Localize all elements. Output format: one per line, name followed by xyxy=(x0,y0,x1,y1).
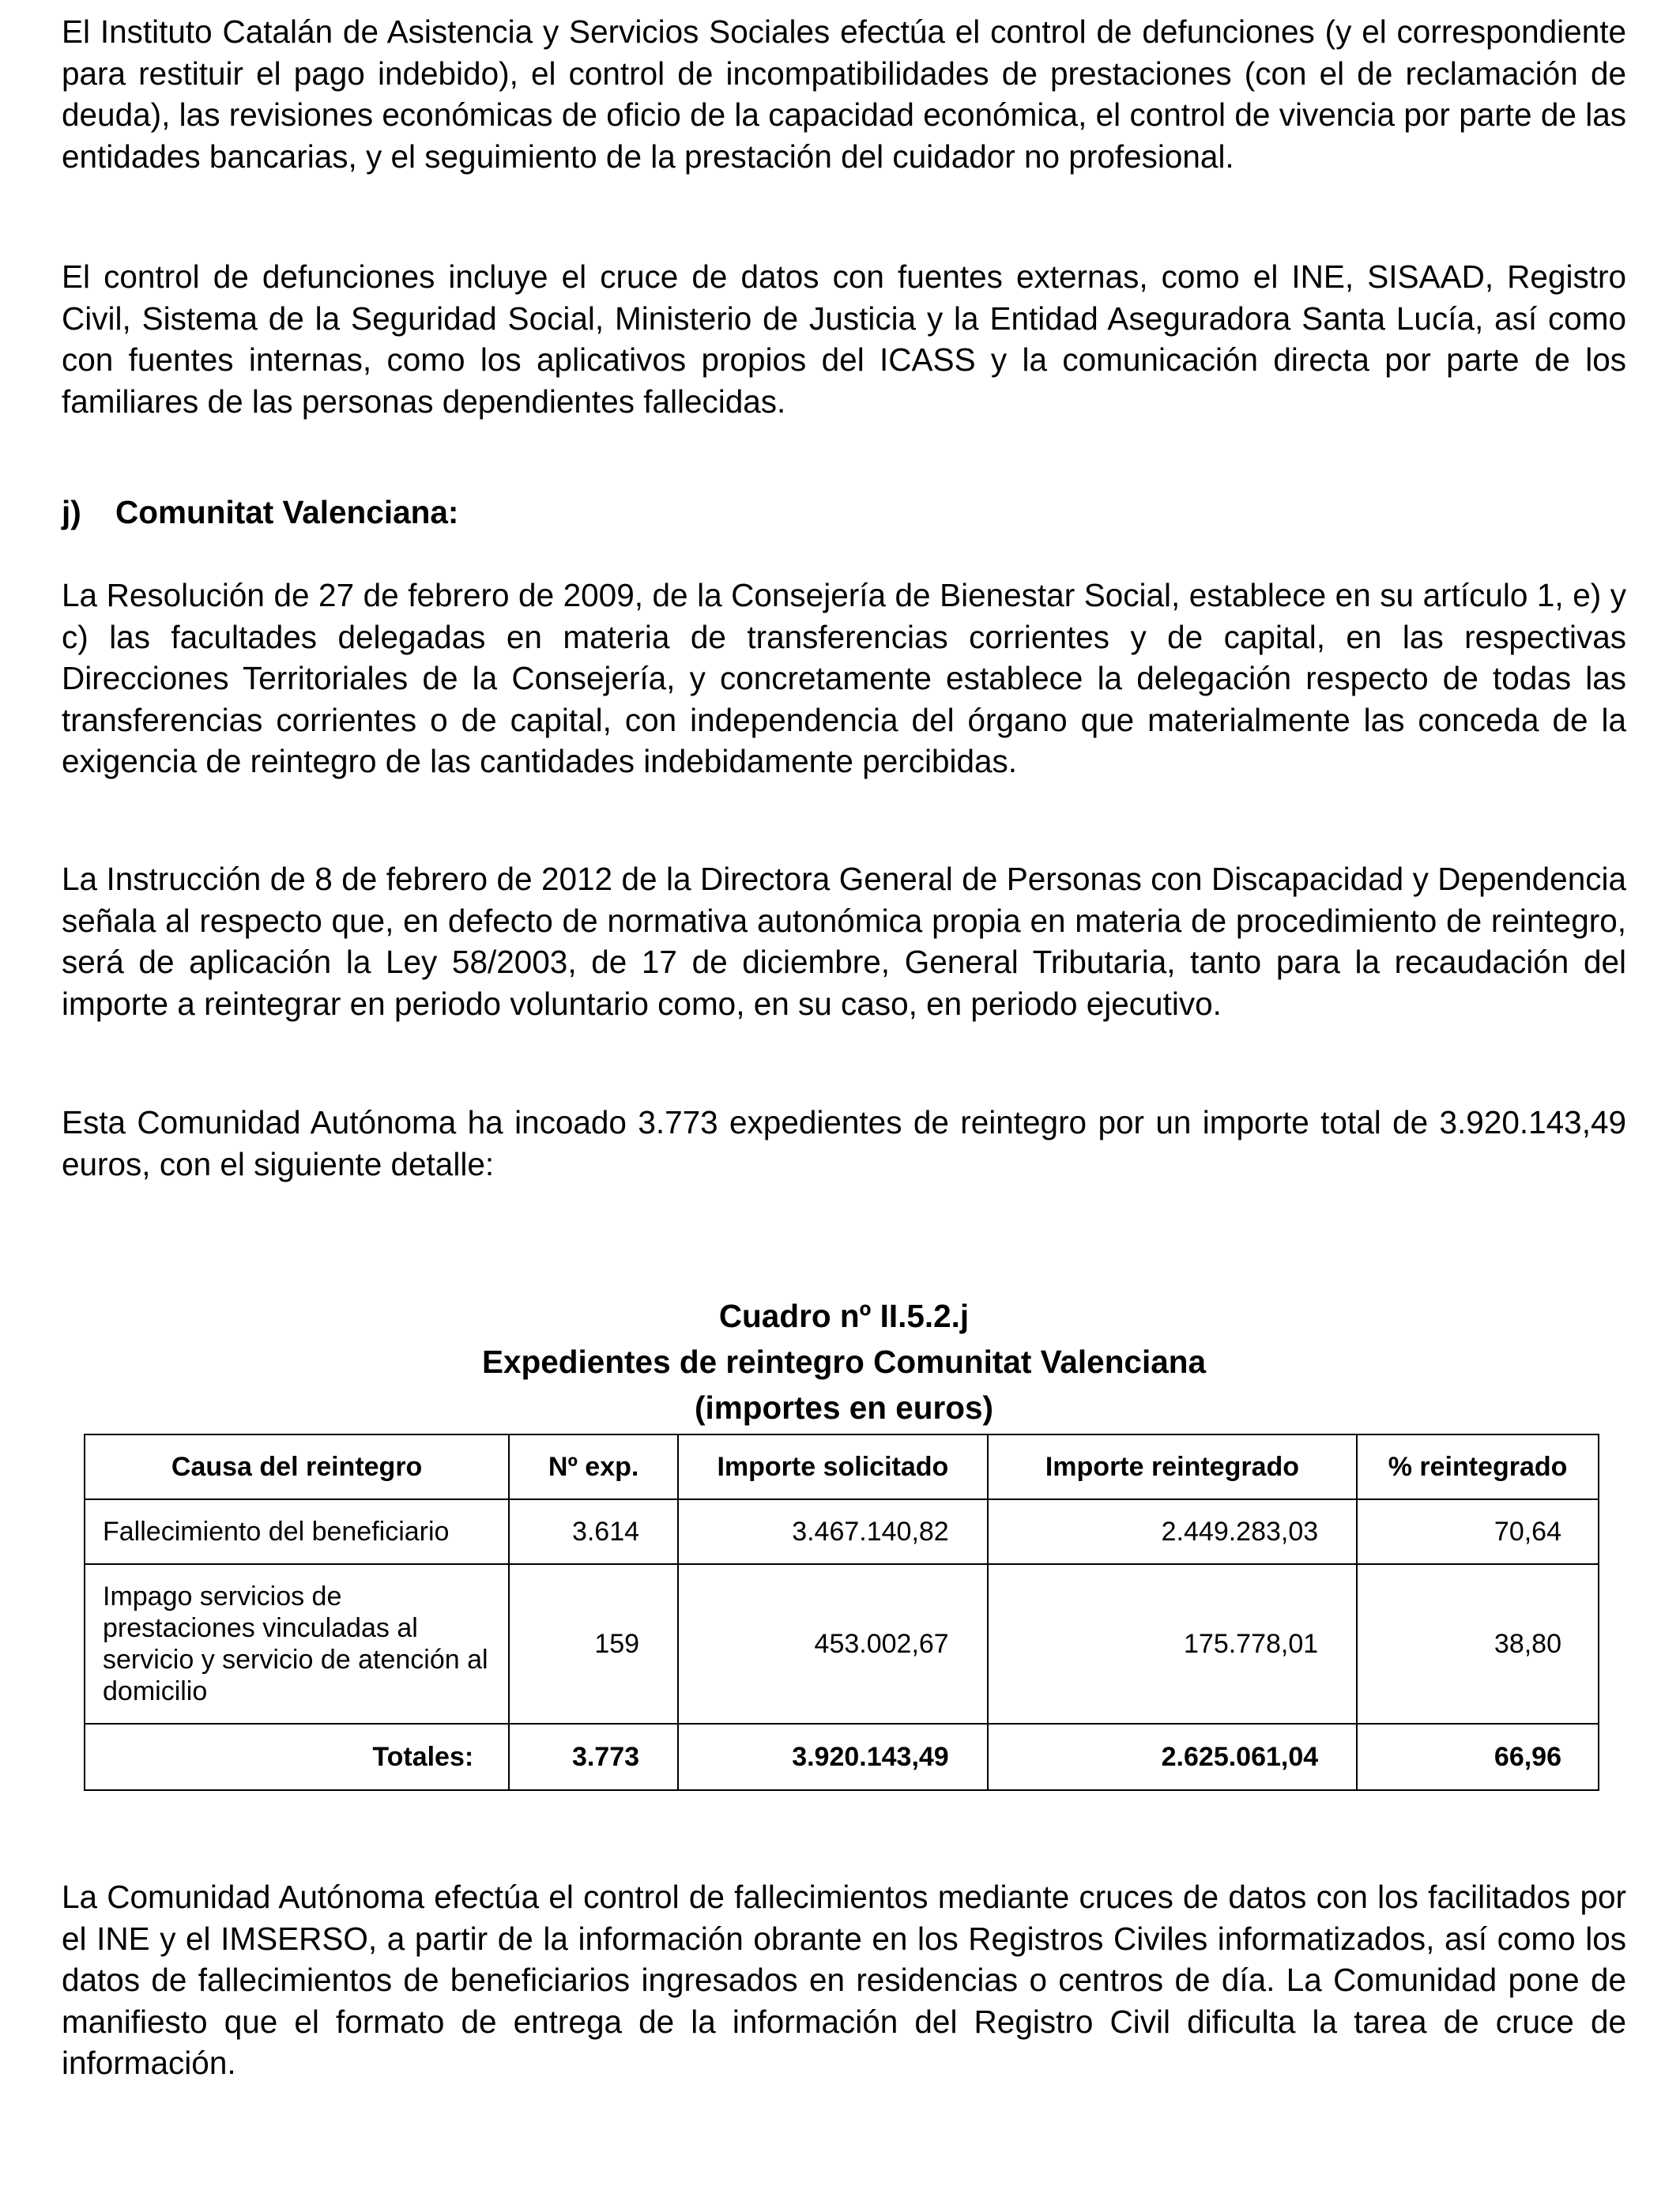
cell-pct-reintegrado: 70,64 xyxy=(1357,1499,1599,1564)
table-caption xyxy=(62,1293,1626,1431)
paragraph-resolucion-2009: La Resolución de 27 de febrero de 2009, de la Consejería de Bienestar Social, establece en su artículo 1, e) y c) las facultades delegadas en materia de transferencias corrientes y de capital, en las respectivas Direcciones Territoriales de la Consejería, y concretamente establece la delegación respecto de todas las transferencias corrientes o de capital, con independencia del órgano que materialmente las conceda de la exigencia de reintegro de las cantidades indebidamente percibidas. xyxy=(62,577,1626,779)
section-title: Comunitat Valenciana: xyxy=(115,494,459,530)
cell-pct-reintegrado: 38,80 xyxy=(1357,1564,1599,1724)
cell-causa: Fallecimiento del beneficiario xyxy=(85,1499,509,1564)
cell-importe-solicitado: 3.467.140,82 xyxy=(678,1499,988,1564)
cell-total-pct-reintegrado: 66,96 xyxy=(1357,1724,1599,1790)
cell-causa: Impago servicios de prestaciones vinculadas al servicio y servicio de atención al domicilio xyxy=(85,1564,509,1724)
header-num-exp: Nº exp. xyxy=(509,1434,678,1499)
table-row xyxy=(85,1499,1599,1564)
paragraph-expedientes-summary: Esta Comunidad Autónoma ha incoado 3.773 expedientes de reintegro por un importe total de 3.920.143,49 euros, con el siguiente detalle: xyxy=(62,1104,1626,1182)
header-causa: Causa del reintegro xyxy=(85,1434,509,1499)
cell-totals-label: Totales: xyxy=(85,1724,509,1790)
table-number: Cuadro nº II.5.2.j xyxy=(718,1298,970,1334)
cell-total-importe-reintegrado: 2.625.061,04 xyxy=(988,1724,1357,1790)
cell-num-exp: 3.614 xyxy=(509,1499,678,1564)
table-row xyxy=(85,1564,1599,1724)
cell-total-num-exp: 3.773 xyxy=(509,1724,678,1790)
paragraph-instruccion-2012: La Instrucción de 8 de febrero de 2012 de la Directora General de Personas con Discapacidad y Dependencia señala al respecto que, en defecto de normativa autonómica propia en materia de procedimiento de reintegro, será de aplicación la Ley 58/2003, de 17 de diciembre, General Tributaria, tanto para la recaudación del importe a reintegrar en periodo voluntario como, en su caso, en periodo ejecutivo. xyxy=(62,861,1626,1022)
paragraph-icass-controls: El Instituto Catalán de Asistencia y Servicios Sociales efectúa el control de defunciones (y el correspondiente para restituir el pago indebido), el control de incompatibilidades de prestaciones (con el de reclamación de deuda), las revisiones económicas de oficio de la capacidad económica, el control de vivencia por parte de las entidades bancarias, y el seguimiento de la prestación del cuidador no profesional. xyxy=(62,13,1626,175)
reintegro-table xyxy=(84,1434,1599,1791)
header-importe-reintegrado: Importe reintegrado xyxy=(988,1434,1357,1499)
header-pct-reintegrado: % reintegrado xyxy=(1357,1434,1599,1499)
section-heading xyxy=(62,492,458,533)
table-totals-row xyxy=(85,1724,1599,1790)
cell-importe-reintegrado: 2.449.283,03 xyxy=(988,1499,1357,1564)
cell-importe-solicitado: 453.002,67 xyxy=(678,1564,988,1724)
table-header-row xyxy=(85,1434,1599,1499)
section-letter: j) xyxy=(62,494,81,530)
paragraph-control-fallecimientos: La Comunidad Autónoma efectúa el control de fallecimientos mediante cruces de datos con los facilitados por el INE y el IMSERSO, a partir de la información obrante en los Registros Civiles informatizados, así como los datos de fallecimientos de beneficiarios ingresados en residencias o centros de día. La Comunidad pone de manifiesto que el formato de entrega de la información del Registro Civil dificulta la tarea de cruce de información. xyxy=(62,1879,1626,2081)
table-units: (importes en euros) xyxy=(694,1389,994,1426)
table-title: Expedientes de reintegro Comunitat Valenciana xyxy=(482,1344,1206,1380)
cell-importe-reintegrado: 175.778,01 xyxy=(988,1564,1357,1724)
paragraph-defunciones-control: El control de defunciones incluye el cruce de datos con fuentes externas, como el INE, SISAAD, Registro Civil, Sistema de la Seguridad Social, Ministerio de Justicia y la Entidad Aseguradora Santa Lucía, así como con fuentes internas, como los aplicativos propios del ICASS y la comunicación directa por parte de los familiares de las personas dependientes fallecidas. xyxy=(62,258,1626,420)
cell-total-importe-solicitado: 3.920.143,49 xyxy=(678,1724,988,1790)
cell-num-exp: 159 xyxy=(509,1564,678,1724)
header-importe-solicitado: Importe solicitado xyxy=(678,1434,988,1499)
